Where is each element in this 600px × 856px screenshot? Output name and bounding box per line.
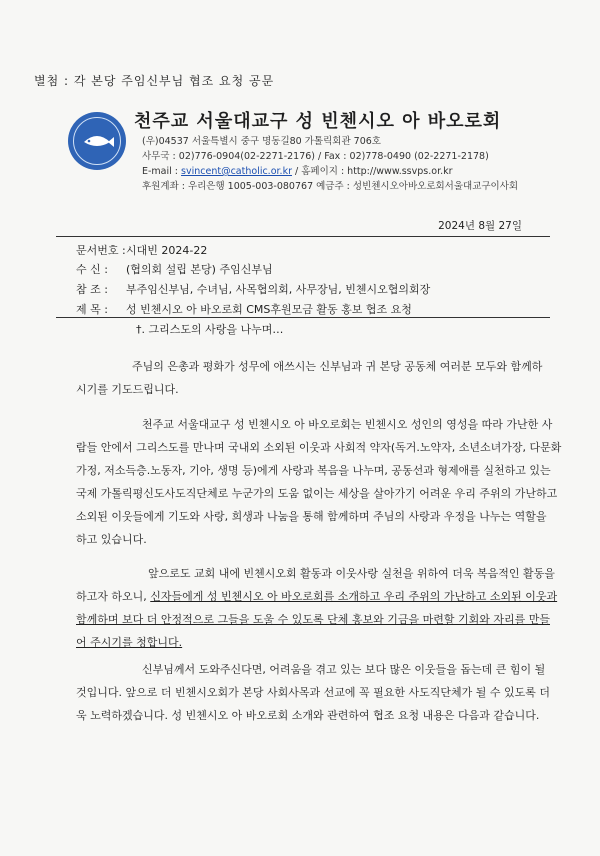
reference-row bbox=[76, 281, 430, 297]
society-logo-icon bbox=[68, 112, 126, 170]
doc-number-row bbox=[76, 242, 207, 258]
paragraph-line: 주님의 은총과 평화가 성무에 애쓰시는 신부님과 귀 본당 공동체 여러분 모두와 함께하 bbox=[132, 360, 543, 373]
doc-number-value: 시대빈 2024-22 bbox=[126, 244, 208, 257]
attachment-note: 별첨 : 각 본당 주임신부님 협조 요청 공문 bbox=[34, 74, 275, 88]
paragraph-line: 국제 가톨릭평신도사도직단체로 누군가의 도움 없이는 세상을 살아가기 어려운 우리 주위의 가난하고 bbox=[76, 487, 558, 500]
request-underlined-text: 어 주시기를 청합니다. bbox=[76, 636, 183, 649]
recipient-label: 수 신 : bbox=[76, 263, 108, 276]
subject-row bbox=[76, 301, 412, 317]
request-lead-text: 하고자 하오니, bbox=[76, 590, 151, 603]
paragraph-line: 것입니다. 앞으로 더 빈첸시오회가 본당 사회사목과 선교에 꼭 필요한 사도직단체가 될 수 있도록 더 bbox=[76, 686, 550, 699]
donation-account-line: 후원계좌 : 우리은행 1005-003-080767 예금주 : 성빈첸시오아바오로회서울대교구이사회 bbox=[142, 181, 519, 192]
greeting-line: †. 그리스도의 사랑을 나누며… bbox=[136, 323, 284, 336]
paragraph-closing bbox=[76, 658, 554, 727]
recipient-value: (협의회 설립 본당) 주임신부님 bbox=[126, 263, 273, 276]
subject-label: 제 목 : bbox=[76, 303, 108, 316]
homepage-text: / 홈페이지 : http://www.ssvps.or.kr bbox=[291, 166, 453, 177]
paragraph-line: 하고 있습니다. bbox=[76, 533, 147, 546]
paragraph-blessing bbox=[76, 355, 554, 401]
document-date: 2024년 8월 27일 bbox=[438, 220, 522, 232]
paragraph-introduction bbox=[76, 413, 562, 551]
reference-label: 참 조 : bbox=[76, 283, 108, 296]
paragraph-request bbox=[76, 562, 558, 654]
organization-name: 천주교 서울대교구 성 빈첸시오 아 바오로회 bbox=[134, 111, 502, 132]
paragraph-line: 천주교 서울대교구 성 빈첸시오 아 바오로회는 빈첸시오 성인의 영성을 따라 가난한 사 bbox=[142, 418, 553, 431]
reference-value: 부주임신부님, 수녀님, 사목협의회, 사무장님, 빈첸시오협의회장 bbox=[126, 283, 431, 296]
recipient-row bbox=[76, 261, 273, 277]
paragraph-line: 소외된 이웃들에게 기도와 사랑, 희생과 나눔을 통해 함께하며 주님의 사랑과 우정을 나누는 역할을 bbox=[76, 510, 547, 523]
email-label: E-mail : bbox=[142, 166, 182, 177]
contact-line bbox=[142, 163, 453, 177]
email-link[interactable]: svincent@catholic.or.kr bbox=[181, 166, 292, 177]
office-line: 사무국 : 02)776-0904(02-2271-2176) / Fax : 02)778-0490 (02-2271-2178) bbox=[142, 151, 489, 162]
paragraph-line: 가정, 저소득층.노동자, 기아, 생명 등)에게 사랑과 복음을 나누며, 공동선과 형제애를 실천하고 있는 bbox=[76, 464, 551, 477]
paragraph-line: 람들 안에서 그리스도를 만나며 국내외 소외된 이웃과 사회적 약자(독거.노약자, 소년소녀가장, 다문화 bbox=[76, 441, 562, 454]
meta-divider bbox=[56, 317, 550, 318]
request-underlined-text: 함께하며 보다 더 안정적으로 그들을 도울 수 있도록 단체 홍보와 기금을 마련할 기회와 자리를 만들 bbox=[76, 613, 550, 626]
subject-value: 성 빈첸시오 아 바오로회 CMS후원모금 활동 홍보 협조 요청 bbox=[126, 303, 412, 316]
address-line: (우)04537 서울특별시 중구 명동길80 가톨릭회관 706호 bbox=[142, 136, 381, 147]
doc-number-label: 문서번호 : bbox=[76, 244, 126, 257]
paragraph-line: 신부님께서 도와주신다면, 어려움을 겪고 있는 보다 많은 이웃들을 돕는데 큰 힘이 될 bbox=[142, 663, 546, 676]
paragraph-line: 시기를 기도드립니다. bbox=[76, 383, 179, 396]
paragraph-line: 욱 노력하겠습니다. 성 빈첸시오 아 바오로회 소개와 관련하여 협조 요청 내용은 다음과 같습니다. bbox=[76, 709, 540, 722]
header-divider bbox=[56, 236, 550, 237]
paragraph-line bbox=[76, 585, 558, 608]
paragraph-line: 앞으로도 교회 내에 빈첸시오회 활동과 이웃사랑 실천을 위하여 더욱 복음적인 활동을 bbox=[148, 567, 555, 580]
request-underlined-text: 신자들에게 성 빈첸시오 아 바오로회를 소개하고 우리 주위의 가난하고 소외된 이웃과 bbox=[150, 590, 558, 603]
